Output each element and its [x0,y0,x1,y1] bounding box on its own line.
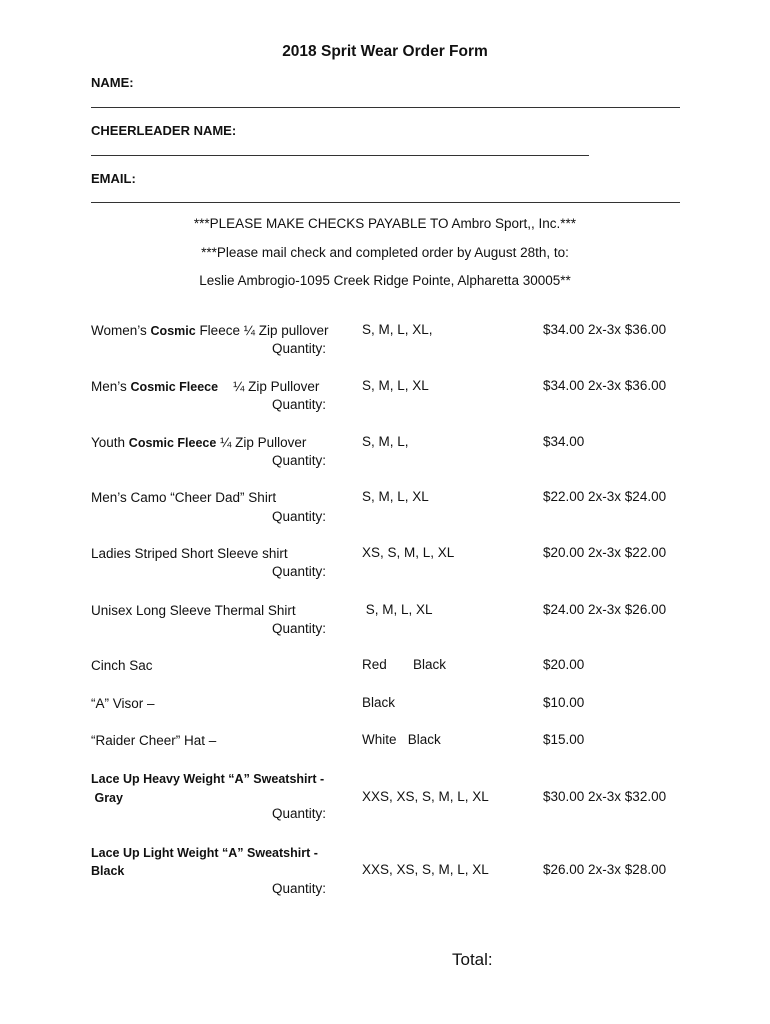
payable-notice: ***PLEASE MAKE CHECKS PAYABLE TO Ambro Sport,, Inc.*** [193,216,577,231]
item-sizes: XXS, XS, S, M, L, XL [362,862,489,877]
item-price: $34.00 [543,434,585,449]
total-label[interactable]: Total: [452,950,493,969]
quantity-label[interactable]: Quantity: [272,341,327,356]
email-label: EMAIL: [91,171,136,186]
item-name: Lace Up Heavy Weight “A” Sweatshirt - [91,772,325,786]
item-sizes: S, M, L, XL [362,378,429,393]
item-price: $26.00 2x-3x $28.00 [543,862,667,877]
item-name-continued: Gray [91,791,123,805]
mail-address: Leslie Ambrogio-1095 Creek Ridge Pointe, Alpharetta 30005** [199,273,571,288]
item-sizes: S, M, L, XL [362,602,433,617]
item-name: Men’s Cosmic Fleece ¼ Zip Pullover [91,379,320,394]
item-sizes: S, M, L, XL [362,489,429,504]
item-name: Ladies Striped Short Sleeve shirt [91,546,288,561]
item-sizes: S, M, L, [362,434,409,449]
quantity-label[interactable]: Quantity: [272,509,327,524]
item-price: $20.00 [543,657,585,672]
item-sizes: XXS, XS, S, M, L, XL [362,789,489,804]
item-name: Cinch Sac [91,658,153,673]
cheerleader-name-line[interactable] [91,155,589,156]
item-name: Lace Up Light Weight “A” Sweatshirt - [91,846,318,860]
quantity-label[interactable]: Quantity: [272,881,327,896]
item-name: Women’s Cosmic Fleece ¼ Zip pullover [91,323,329,338]
item-price: $24.00 2x-3x $26.00 [543,602,667,617]
quantity-label[interactable]: Quantity: [272,621,327,636]
item-name: Men’s Camo “Cheer Dad” Shirt [91,490,277,505]
item-price: $34.00 2x-3x $36.00 [543,378,667,393]
item-name: “A” Visor – [91,696,155,711]
quantity-label[interactable]: Quantity: [272,564,327,579]
quantity-label[interactable]: Quantity: [272,453,327,468]
item-options: White Black [362,732,441,747]
quantity-label[interactable]: Quantity: [272,397,327,412]
item-name: Youth Cosmic Fleece ¼ Zip Pullover [91,435,307,450]
item-price: $20.00 2x-3x $22.00 [543,545,667,560]
item-name-continued: Black [91,864,125,878]
email-line[interactable] [91,202,680,203]
name-line[interactable] [91,107,680,108]
item-price: $22.00 2x-3x $24.00 [543,489,667,504]
item-price: $15.00 [543,732,585,747]
item-sizes: XS, S, M, L, XL [362,545,455,560]
item-price: $10.00 [543,695,585,710]
item-sizes: S, M, L, XL, [362,322,433,337]
item-name: “Raider Cheer” Hat – [91,733,217,748]
item-price: $30.00 2x-3x $32.00 [543,789,667,804]
item-price: $34.00 2x-3x $36.00 [543,322,667,337]
cheerleader-name-label: CHEERLEADER NAME: [91,123,237,138]
item-name: Unisex Long Sleeve Thermal Shirt [91,603,296,618]
form-title: 2018 Sprit Wear Order Form [282,43,488,60]
item-options: Red Black [362,657,447,672]
name-label: NAME: [91,75,134,90]
mail-notice: ***Please mail check and completed order by August 28th, to: [201,245,569,260]
item-options: Black [362,695,396,710]
quantity-label[interactable]: Quantity: [272,806,327,821]
